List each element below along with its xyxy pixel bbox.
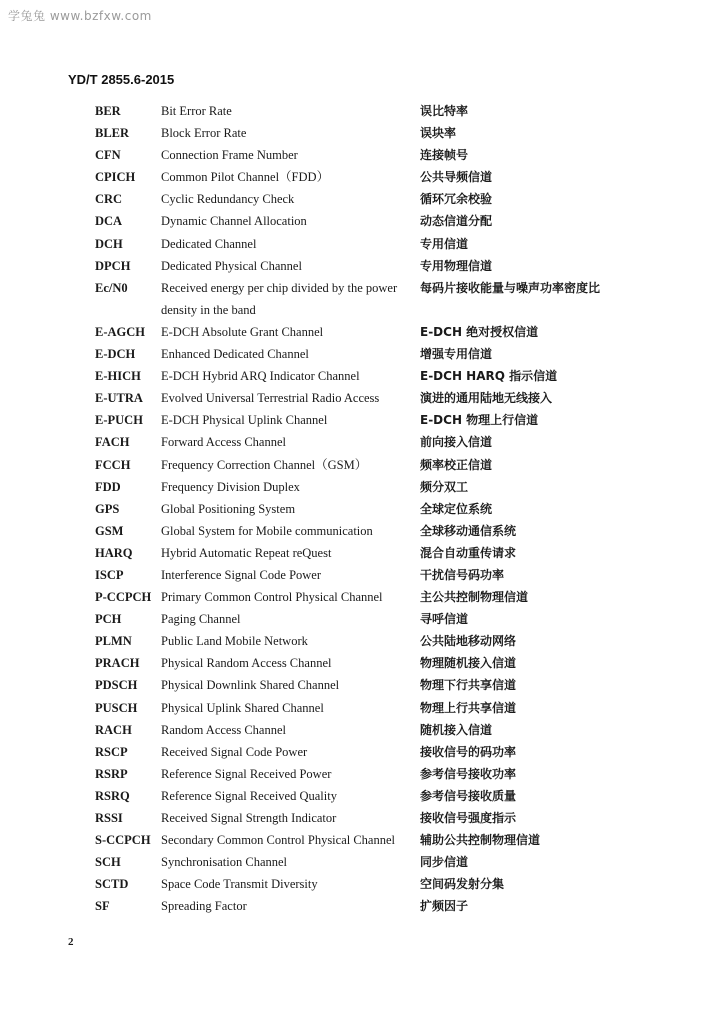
abbreviation-chinese-name: 扩频因子 — [420, 899, 469, 914]
abbreviation-row — [95, 100, 655, 122]
abbreviation-chinese-name: 参考信号接收质量 — [420, 788, 517, 803]
abbreviation-term: DCA — [95, 214, 123, 229]
abbreviation-full-name: Reference Signal Received Power — [161, 766, 332, 781]
abbreviation-full-name: Secondary Common Control Physical Channel — [161, 833, 396, 848]
abbreviation-table — [95, 100, 655, 917]
abbreviation-term: RSRP — [95, 766, 128, 781]
abbreviation-chinese-name: 全球移动通信系统 — [420, 523, 517, 538]
abbreviation-row — [95, 630, 655, 652]
abbreviation-full-name: Received Signal Code Power — [161, 744, 308, 759]
abbreviation-full-name: Dedicated Physical Channel — [161, 258, 302, 273]
abbreviation-chinese-name: 误比特率 — [420, 104, 469, 118]
abbreviation-chinese-name: 随机接入信道 — [420, 722, 493, 737]
abbreviation-full-name: Block Error Rate — [161, 126, 247, 141]
abbreviation-term: PCH — [95, 612, 122, 627]
abbreviation-term: Ec/N0 — [95, 280, 128, 295]
abbreviation-full-name: Interference Signal Code Power — [161, 567, 322, 582]
abbreviation-row — [95, 564, 655, 586]
abbreviation-row — [95, 277, 655, 299]
abbreviation-term: PUSCH — [95, 700, 138, 715]
abbreviation-row — [95, 542, 655, 564]
abbreviation-chinese-name: 物理随机接入信道 — [420, 656, 517, 671]
abbreviation-row — [95, 454, 655, 476]
abbreviation-row — [95, 608, 655, 630]
abbreviation-chinese-name: 增强专用信道 — [420, 347, 493, 362]
abbreviation-full-name: E-DCH Absolute Grant Channel — [161, 324, 324, 339]
abbreviation-full-name: Dedicated Channel — [161, 236, 257, 251]
abbreviation-term: SF — [95, 899, 110, 914]
abbreviation-term: RACH — [95, 722, 132, 737]
abbreviation-chinese-name: E-DCH HARQ 指示信道 — [420, 369, 558, 384]
page-number: 2 — [68, 936, 74, 948]
abbreviation-full-name: E-DCH Hybrid ARQ Indicator Channel — [161, 369, 360, 384]
abbreviation-full-name: Random Access Channel — [161, 722, 286, 737]
abbreviation-row — [95, 409, 655, 431]
abbreviation-row — [95, 895, 655, 917]
abbreviation-full-name: Spreading Factor — [161, 899, 247, 914]
abbreviation-chinese-name: E-DCH 绝对授权信道 — [420, 324, 539, 339]
abbreviation-chinese-name: 寻呼信道 — [420, 612, 469, 627]
abbreviation-term: RSSI — [95, 811, 123, 825]
abbreviation-row — [95, 586, 655, 608]
abbreviation-term: CPICH — [95, 170, 136, 185]
abbreviation-chinese-name: 公共陆地移动网络 — [420, 634, 517, 649]
abbreviation-row — [95, 741, 655, 763]
abbreviation-row — [95, 829, 655, 851]
abbreviation-chinese-name: 专用物理信道 — [420, 258, 493, 273]
abbreviation-term: E-PUCH — [95, 413, 143, 428]
abbreviation-chinese-name: 主公共控制物理信道 — [420, 590, 529, 605]
abbreviation-term: BER — [95, 104, 121, 118]
abbreviation-term: GPS — [95, 501, 120, 516]
abbreviation-full-name: Bit Error Rate — [161, 104, 232, 118]
abbreviation-term: FDD — [95, 479, 121, 494]
abbreviation-full-name: Primary Common Control Physical Channel — [161, 590, 383, 605]
abbreviation-row — [95, 387, 655, 409]
abbreviation-row — [95, 851, 655, 873]
abbreviation-term: CRC — [95, 192, 123, 207]
abbreviation-chinese-name: 频分双工 — [420, 479, 469, 494]
abbreviation-term: GSM — [95, 523, 124, 538]
abbreviation-term: RSCP — [95, 744, 128, 759]
abbreviation-term: PLMN — [95, 634, 132, 649]
watermark-text: 学兔兔 www.bzfxw.com — [8, 9, 152, 23]
abbreviation-row — [95, 873, 655, 895]
abbreviation-row — [95, 210, 655, 232]
abbreviation-row — [95, 498, 655, 520]
abbreviation-chinese-name: 每码片接收能量与噪声功率密度比 — [420, 280, 601, 295]
abbreviation-full-name: Synchronisation Channel — [161, 855, 288, 870]
abbreviation-row — [95, 365, 655, 387]
abbreviation-chinese-name: E-DCH 物理上行信道 — [420, 413, 539, 428]
abbreviation-full-name: Public Land Mobile Network — [161, 634, 308, 649]
abbreviation-chinese-name: 接收信号的码功率 — [420, 744, 517, 759]
abbreviation-row — [95, 807, 655, 829]
abbreviation-term: P-CCPCH — [95, 590, 152, 605]
abbreviation-row — [95, 299, 655, 321]
abbreviation-chinese-name: 循环冗余校验 — [420, 192, 493, 207]
abbreviation-chinese-name: 专用信道 — [420, 236, 469, 251]
abbreviation-full-name: Frequency Division Duplex — [161, 479, 300, 494]
abbreviation-term: DPCH — [95, 258, 131, 273]
abbreviation-chinese-name: 空间码发射分集 — [420, 877, 505, 892]
abbreviation-full-name: Global System for Mobile communication — [161, 523, 373, 538]
abbreviation-full-name: Received Signal Strength Indicator — [161, 811, 337, 825]
abbreviation-full-name: E-DCH Physical Uplink Channel — [161, 413, 328, 428]
abbreviation-chinese-name: 接收信号强度指示 — [420, 811, 517, 825]
abbreviation-full-name: Physical Downlink Shared Channel — [161, 678, 340, 693]
abbreviation-row — [95, 763, 655, 785]
abbreviation-full-name: density in the band — [161, 302, 256, 317]
abbreviation-term: FCCH — [95, 457, 131, 472]
abbreviation-full-name: Paging Channel — [161, 612, 241, 627]
abbreviation-term: CFN — [95, 148, 121, 163]
abbreviation-term: DCH — [95, 236, 123, 251]
abbreviation-chinese-name: 参考信号接收功率 — [420, 766, 517, 781]
abbreviation-full-name: Dynamic Channel Allocation — [161, 214, 307, 229]
abbreviation-term: BLER — [95, 126, 130, 141]
abbreviation-full-name: Global Positioning System — [161, 501, 296, 516]
abbreviation-full-name: Forward Access Channel — [161, 435, 286, 450]
abbreviation-term: E-UTRA — [95, 391, 143, 406]
abbreviation-chinese-name: 混合自动重传请求 — [420, 545, 517, 560]
abbreviation-full-name: Reference Signal Received Quality — [161, 788, 337, 803]
abbreviation-row — [95, 166, 655, 188]
abbreviation-full-name: Physical Random Access Channel — [161, 656, 332, 671]
abbreviation-full-name: Space Code Transmit Diversity — [161, 877, 318, 892]
abbreviation-row — [95, 144, 655, 166]
abbreviation-chinese-name: 同步信道 — [420, 855, 469, 870]
abbreviation-full-name: Connection Frame Number — [161, 148, 298, 163]
abbreviation-term: E-AGCH — [95, 324, 145, 339]
abbreviation-row — [95, 255, 655, 277]
abbreviation-chinese-name: 连接帧号 — [420, 148, 469, 163]
abbreviation-term: HARQ — [95, 545, 133, 560]
abbreviation-row — [95, 188, 655, 210]
abbreviation-chinese-name: 物理下行共享信道 — [420, 678, 517, 693]
abbreviation-term: PRACH — [95, 656, 140, 671]
abbreviation-chinese-name: 频率校正信道 — [420, 457, 493, 472]
abbreviation-term: ISCP — [95, 567, 124, 582]
abbreviation-chinese-name: 全球定位系统 — [420, 501, 493, 516]
abbreviation-chinese-name: 演进的通用陆地无线接入 — [420, 391, 553, 406]
abbreviation-row — [95, 652, 655, 674]
abbreviation-row — [95, 520, 655, 542]
abbreviation-chinese-name: 辅助公共控制物理信道 — [420, 833, 541, 848]
document-header: YD/T 2855.6-2015 — [68, 72, 175, 87]
abbreviation-full-name: Evolved Universal Terrestrial Radio Access — [161, 391, 380, 406]
abbreviation-term: SCH — [95, 855, 121, 870]
abbreviation-row — [95, 785, 655, 807]
abbreviation-term: PDSCH — [95, 678, 138, 693]
abbreviation-term: FACH — [95, 435, 130, 450]
abbreviation-row — [95, 321, 655, 343]
abbreviation-row — [95, 431, 655, 453]
abbreviation-term: E-HICH — [95, 369, 141, 384]
abbreviation-full-name: Cyclic Redundancy Check — [161, 192, 295, 207]
abbreviation-full-name: Physical Uplink Shared Channel — [161, 700, 324, 715]
abbreviation-term: RSRQ — [95, 788, 130, 803]
abbreviation-full-name: Hybrid Automatic Repeat reQuest — [161, 545, 332, 560]
abbreviation-row — [95, 476, 655, 498]
abbreviation-chinese-name: 公共导频信道 — [420, 170, 493, 185]
abbreviation-chinese-name: 物理上行共享信道 — [420, 700, 517, 715]
abbreviation-chinese-name: 前向接入信道 — [420, 435, 493, 450]
abbreviation-row — [95, 674, 655, 696]
abbreviation-chinese-name: 动态信道分配 — [420, 214, 493, 229]
abbreviation-row — [95, 719, 655, 741]
abbreviation-full-name: Common Pilot Channel（FDD） — [161, 170, 330, 185]
abbreviation-row — [95, 233, 655, 255]
abbreviation-term: S-CCPCH — [95, 833, 151, 848]
abbreviation-row — [95, 122, 655, 144]
abbreviation-chinese-name: 干扰信号码功率 — [420, 567, 505, 582]
abbreviation-row — [95, 343, 655, 365]
abbreviation-full-name: Received energy per chip divided by the power — [161, 280, 398, 295]
abbreviation-term: E-DCH — [95, 347, 136, 362]
abbreviation-row — [95, 697, 655, 719]
abbreviation-full-name: Frequency Correction Channel（GSM） — [161, 457, 368, 472]
abbreviation-full-name: Enhanced Dedicated Channel — [161, 347, 309, 362]
abbreviation-term: SCTD — [95, 877, 129, 892]
abbreviation-chinese-name: 误块率 — [420, 126, 457, 141]
